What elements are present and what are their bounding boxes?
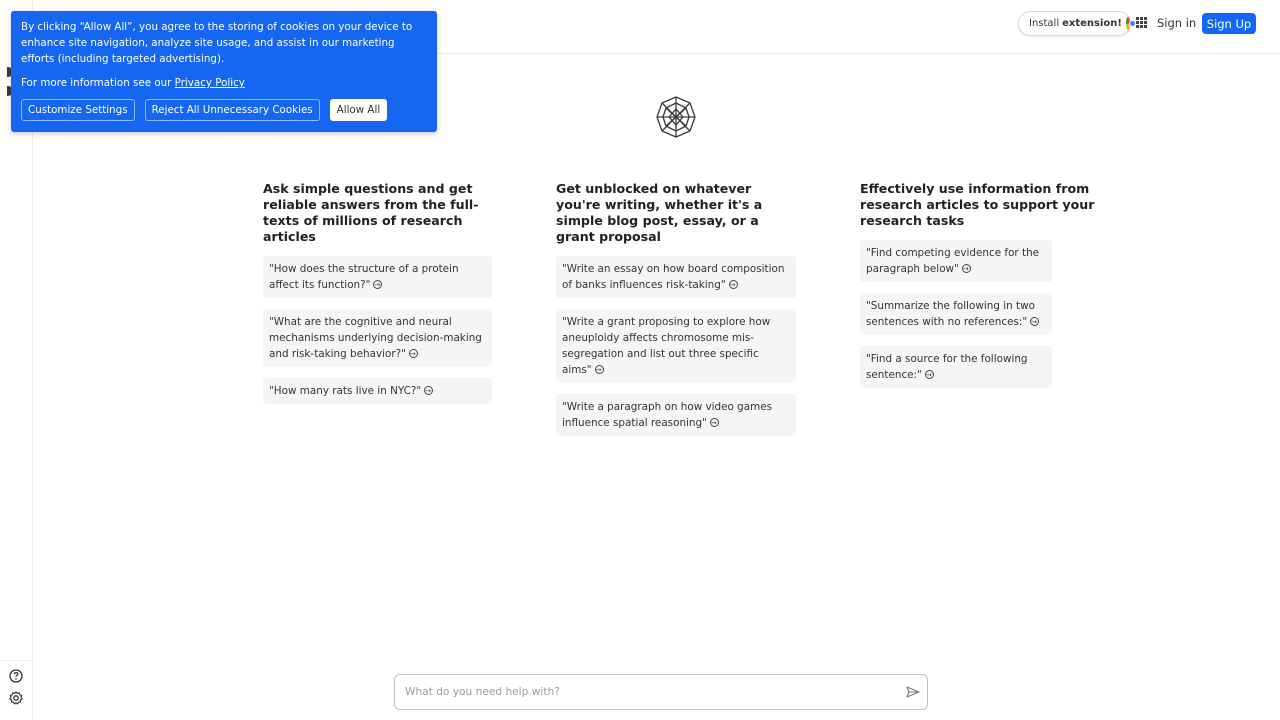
customize-settings-button[interactable]: Customize Settings [21, 99, 135, 121]
suggestion-card[interactable] [263, 309, 492, 367]
cookie-more-prefix: For more information see our [21, 77, 172, 89]
card-text: "Summarize the following in two sentences with no references:" [866, 300, 1035, 328]
card-text: "Write a grant proposing to explore how aneuploidy affects chromosome mis-segregation and list out three specific aims" [562, 316, 771, 376]
cookie-more-info [21, 75, 427, 91]
suggestion-card[interactable] [860, 346, 1052, 388]
apps-grid-icon[interactable] [1136, 17, 1147, 28]
card-text: "Find a source for the following sentence:" [866, 353, 1028, 381]
column-heading: Effectively use information from research articles to support your research tasks [860, 181, 1095, 228]
card-text: "What are the cognitive and neural mechanisms underlying decision-making and risk-taking behavior?" [269, 316, 482, 360]
feature-column-qa [263, 181, 503, 415]
arrow-circle-right-icon [962, 264, 971, 273]
install-extension-button[interactable] [1018, 11, 1131, 36]
arrow-circle-right-icon [729, 280, 738, 289]
suggestion-card[interactable] [556, 256, 796, 298]
suggestion-card[interactable] [263, 378, 492, 404]
arrow-circle-right-icon [710, 418, 719, 427]
chrome-icon [1126, 17, 1130, 30]
reject-cookies-button[interactable]: Reject All Unnecessary Cookies [145, 99, 320, 121]
arrow-circle-right-icon [1030, 317, 1039, 326]
cookie-consent-banner [11, 11, 437, 132]
arrow-circle-right-icon [373, 280, 382, 289]
card-text: "How does the structure of a protein affect its function?" [269, 263, 459, 291]
help-icon[interactable] [8, 668, 24, 684]
suggestion-card[interactable] [860, 240, 1052, 282]
sign-up-button[interactable]: Sign Up [1202, 13, 1256, 34]
card-text: "Write a paragraph on how video games influence spatial reasoning" [562, 401, 773, 429]
gear-icon[interactable] [8, 690, 24, 706]
suggestion-card[interactable] [860, 293, 1052, 335]
install-label-bold: extension! [1062, 18, 1122, 29]
suggestion-card[interactable] [556, 394, 796, 436]
arrow-circle-right-icon [595, 365, 604, 374]
sign-in-link[interactable]: Sign in [1157, 16, 1197, 30]
arrow-circle-right-icon [424, 386, 433, 395]
send-icon[interactable] [905, 684, 921, 700]
suggestion-card[interactable] [263, 256, 492, 298]
card-text: "How many rats live in NYC?" [269, 385, 422, 397]
card-text: "Find competing evidence for the paragraph below" [866, 247, 1040, 275]
feature-column-research [860, 181, 1100, 399]
install-label: Install [1029, 18, 1060, 29]
arrow-circle-right-icon [925, 370, 934, 379]
feature-column-writing [556, 181, 796, 447]
prompt-input[interactable] [405, 683, 885, 701]
privacy-policy-link[interactable]: Privacy Policy [174, 77, 245, 89]
card-text: "Write an essay on how board composition of banks influences risk-taking" [562, 263, 785, 291]
column-heading: Get unblocked on whatever you're writing, whether it's a simple blog post, essay, or a grant proposal [556, 181, 763, 244]
arrow-circle-right-icon [409, 349, 418, 358]
brain-network-logo [654, 95, 698, 139]
suggestion-card[interactable] [556, 309, 796, 383]
column-heading: Ask simple questions and get reliable answers from the full-texts of millions of research articles [263, 181, 479, 244]
prompt-composer [394, 674, 928, 710]
cookie-text: By clicking “Allow All”, you agree to the storing of cookies on your device to enhance site navigation, analyze site usage, and assist in our marketing efforts (including targeted advertising). [21, 21, 413, 65]
allow-all-button[interactable]: Allow All [330, 99, 388, 121]
cookie-buttons [21, 99, 387, 121]
